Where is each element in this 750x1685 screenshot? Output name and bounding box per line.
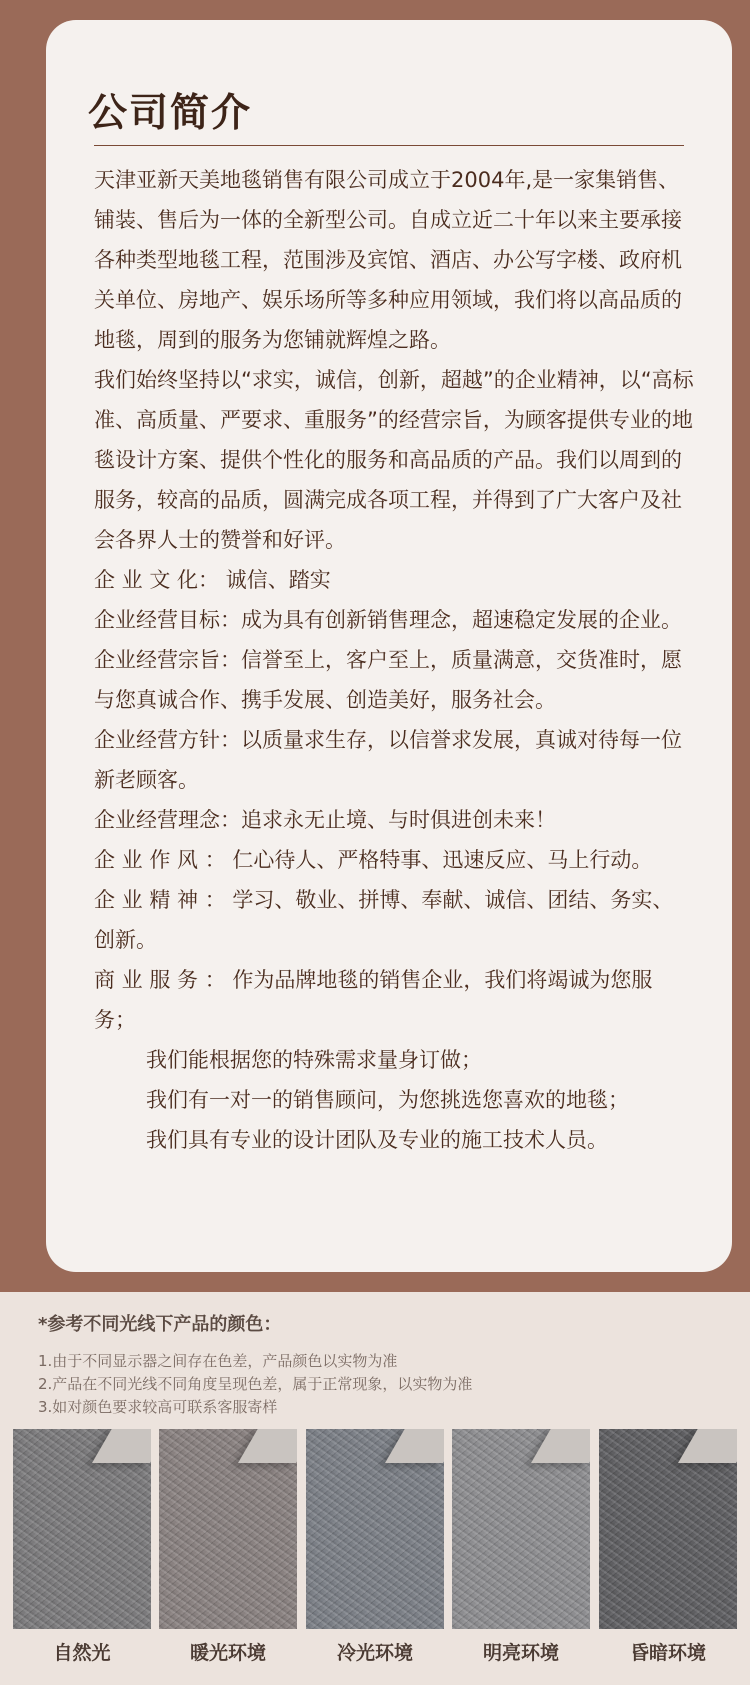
note-item: 3.如对颜色要求较高可联系客服寄样 (38, 1398, 278, 1416)
intro-paragraph: 我们始终坚持以“求实，诚信，创新，超越”的企业精神，以“高标准、高质量、严要求、重服务”的经营宗旨，为顾客提供专业的地毯设计方案、提供个性化的服务和高品质的产品。我们以周到的服务，较高的品质，圆满完成各项工程，并得到了广大客户及社会各界人士的赞誉和好评。 (94, 368, 694, 552)
color-reference-heading: *参考不同光线下产品的颜色： (38, 1314, 282, 1335)
swatch-natural-light (13, 1429, 151, 1629)
swatch-dim (599, 1429, 737, 1629)
company-intro-card (46, 20, 732, 1272)
wall-corner (385, 1429, 444, 1463)
swatch-label: 明亮环境 (482, 1642, 559, 1664)
note-item: 1.由于不同显示器之间存在色差，产品颜色以实物为准 (38, 1352, 398, 1370)
swatch-label: 昏暗环境 (629, 1642, 706, 1664)
wall-corner (678, 1429, 737, 1463)
wall-corner (531, 1429, 590, 1463)
service-item: 我们具有专业的设计团队及专业的施工技术人员。 (146, 1128, 608, 1152)
swatch-bright (452, 1429, 590, 1629)
color-reference-notes (38, 1350, 472, 1419)
service-item: 我们能根据您的特殊需求量身订做； (146, 1048, 482, 1072)
note-item: 2.产品在不同光线不同角度呈现色差，属于正常现象，以实物为准 (38, 1375, 473, 1393)
goal-line: 企业经营目标：成为具有创新销售理念，超速稳定发展的企业。 (94, 608, 682, 632)
swatch-cool-light (306, 1429, 444, 1629)
swatch-warm-light (159, 1429, 297, 1629)
purpose-line: 企业经营宗旨：信誉至上，客户至上，质量满意，交货准时，愿与您真诚合作、携手发展、创造美好，服务社会。 (94, 648, 682, 712)
philosophy-line: 企业经营理念：追求永无止境、与时俱进创未来！ (94, 808, 556, 832)
swatch-label: 冷光环境 (336, 1642, 413, 1664)
culture-line: 企 业 文 化： 诚信、踏实 (94, 568, 331, 592)
wall-corner (92, 1429, 151, 1463)
intro-paragraph: 天津亚新天美地毯销售有限公司成立于2004年,是一家集销售、铺装、售后为一体的全新型公司。自成立近二十年以来主要承接各种类型地毯工程，范围涉及宾馆、酒店、办公写字楼、政府机关单位、房地产、娱乐场所等多种应用领域，我们将以高品质的地毯，周到的服务为您铺就辉煌之路。 (94, 168, 682, 352)
style-line: 企 业 作 风 ： 仁心待人、严格特事、迅速反应、马上行动。 (94, 848, 653, 872)
wall-corner (238, 1429, 297, 1463)
spirit-line: 企 业 精 神 ： 学习、敬业、拼博、奉献、诚信、团结、务实、创新。 (94, 888, 674, 952)
service-item: 我们有一对一的销售顾问，为您挑选您喜欢的地毯； (146, 1088, 629, 1112)
swatch-row (13, 1429, 737, 1629)
title-divider (94, 145, 684, 146)
color-reference-section (0, 1292, 750, 1685)
swatch-label: 暖光环境 (189, 1642, 266, 1664)
service-line: 商 业 服 务 ： 作为品牌地毯的销售企业，我们将竭诚为您服务； (94, 968, 653, 1032)
page-title: 公司简介 (88, 91, 253, 136)
swatch-label: 自然光 (53, 1642, 111, 1664)
intro-body (94, 160, 694, 1160)
policy-line: 企业经营方针：以质量求生存，以信誉求发展，真诚对待每一位新老顾客。 (94, 728, 682, 792)
